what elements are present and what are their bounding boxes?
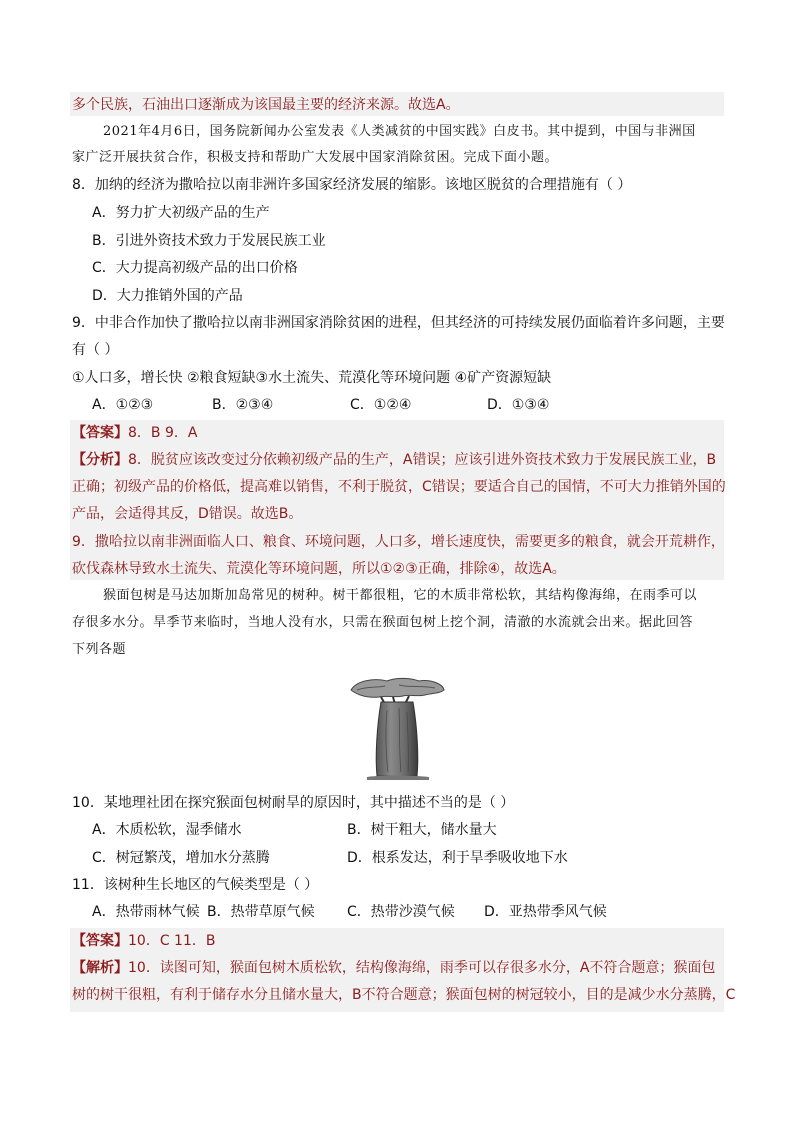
answer-text: 10．C 11．B: [128, 933, 216, 949]
passage-line: 下列各题: [72, 642, 127, 657]
analysis-line: 产品，会适得其反，D错误。故选B。: [72, 506, 303, 522]
question-8-option-d: D．大力推销外国的产品: [92, 288, 243, 304]
question-11-option-b: B．热带草原气候: [207, 904, 315, 920]
answer-text: 8．B 9．A: [128, 425, 198, 441]
question-8-option-c: C．大力提高初级产品的出口价格: [92, 260, 298, 276]
passage-line: 家广泛开展扶贫合作，积极支持和帮助广大发展中国家消除贫困。完成下面小题。: [72, 150, 559, 165]
analysis-line: 9．撒哈拉以南非洲面临人口、粮食、环境问题，人口多，增长速度快，需要更多的粮食，就会开荒耕作，: [72, 534, 725, 550]
analysis-line: 砍伐森林导致水土流失、荒漠化等环境问题，所以①②③正确，排除④，故选A。: [72, 561, 566, 577]
question-8-stem: 8．加纳的经济为撒哈拉以南非洲许多国家经济发展的缩影。该地区脱贫的合理措施有（ ）: [72, 177, 632, 193]
answer-line: [72, 931, 215, 951]
analysis-line: [72, 450, 716, 470]
question-11-option-a: A．热带雨林气候: [92, 904, 200, 920]
question-8-option-a: A．努力扩大初级产品的生产: [92, 205, 270, 221]
answer-tag: 【答案】: [72, 933, 128, 949]
passage-line: 猴面包树是马达加斯加岛常见的树种。树干都很粗，它的木质非常松软，其结构像海绵，在雨季可以: [103, 588, 698, 603]
answer-tag: 【答案】: [72, 425, 128, 441]
question-9-items: ①人口多，增长快 ②粮食短缺③水土流失、荒漠化等环境问题 ④矿产资源短缺: [72, 370, 552, 386]
question-11-stem: 11．该树种生长地区的气候类型是（ ）: [72, 877, 319, 893]
question-9-option-c: C．①②④: [350, 397, 412, 413]
question-11-option-d: D．亚热带季风气候: [484, 904, 607, 920]
analysis-line: 树的树干很粗，有利于储存水分且储水量大，B不符合题意；猴面包树的树冠较小，目的是减少水分蒸腾，C: [72, 987, 736, 1003]
analysis-text: 10．读图可知，猴面包树木质松软，结构像海绵，雨季可以存很多水分，A不符合题意；猴面包: [128, 960, 716, 976]
question-9-option-b: B．②③④: [212, 397, 274, 413]
question-10-stem: 10．某地理社团在探究猴面包树耐旱的原因时，其中描述不当的是（ ）: [72, 795, 515, 811]
passage-line: 2021年4月6日，国务院新闻办公室发表《人类减贫的中国实践》白皮书。其中提到，中国与非洲国: [103, 124, 696, 139]
analysis-line: [72, 958, 715, 978]
prev-answer-tail: 多个民族，石油出口逐渐成为该国最主要的经济来源。故选A。: [72, 97, 460, 113]
answer-block-shade: [70, 420, 724, 580]
question-9-option-a: A．①②③: [92, 397, 154, 413]
analysis-line: 正确；初级产品的价格低，提高难以销售，不利于脱贫，C错误；要适合自己的国情，不可大力推销外国的: [72, 479, 726, 495]
passage-line: 存很多水分。旱季节来临时，当地人没有水，只需在猴面包树上挖个洞，清澈的水流就会出来。据此回答: [72, 615, 694, 630]
analysis-tag: 【分析】: [72, 452, 128, 468]
question-9-option-d: D．①③④: [487, 397, 550, 413]
question-10-option-a: A．木质松软，湿季储水: [92, 822, 242, 838]
analysis-tag: 【解析】: [72, 960, 128, 976]
question-8-option-b: B．引进外资技术致力于发展民族工业: [92, 233, 326, 249]
question-10-option-d: D．根系发达，利于旱季吸收地下水: [347, 850, 568, 866]
question-9-stem: 有（ ）: [72, 342, 119, 358]
baobab-tree-icon: [347, 676, 447, 786]
answer-line: [72, 423, 197, 443]
question-10-option-b: B．树干粗大，储水量大: [347, 822, 497, 838]
analysis-text: 8．脱贫应该改变过分依赖初级产品的生产，A错误；应该引进外资技术致力于发展民族工业，B: [128, 452, 717, 468]
question-11-option-c: C．热带沙漠气候: [347, 904, 455, 920]
question-10-option-c: C．树冠繁茂，增加水分蒸腾: [92, 850, 270, 866]
question-9-stem: 9．中非合作加快了撒哈拉以南非洲国家消除贫困的进程，但其经济的可持续发展仍面临着许多问题，主要: [72, 315, 725, 331]
